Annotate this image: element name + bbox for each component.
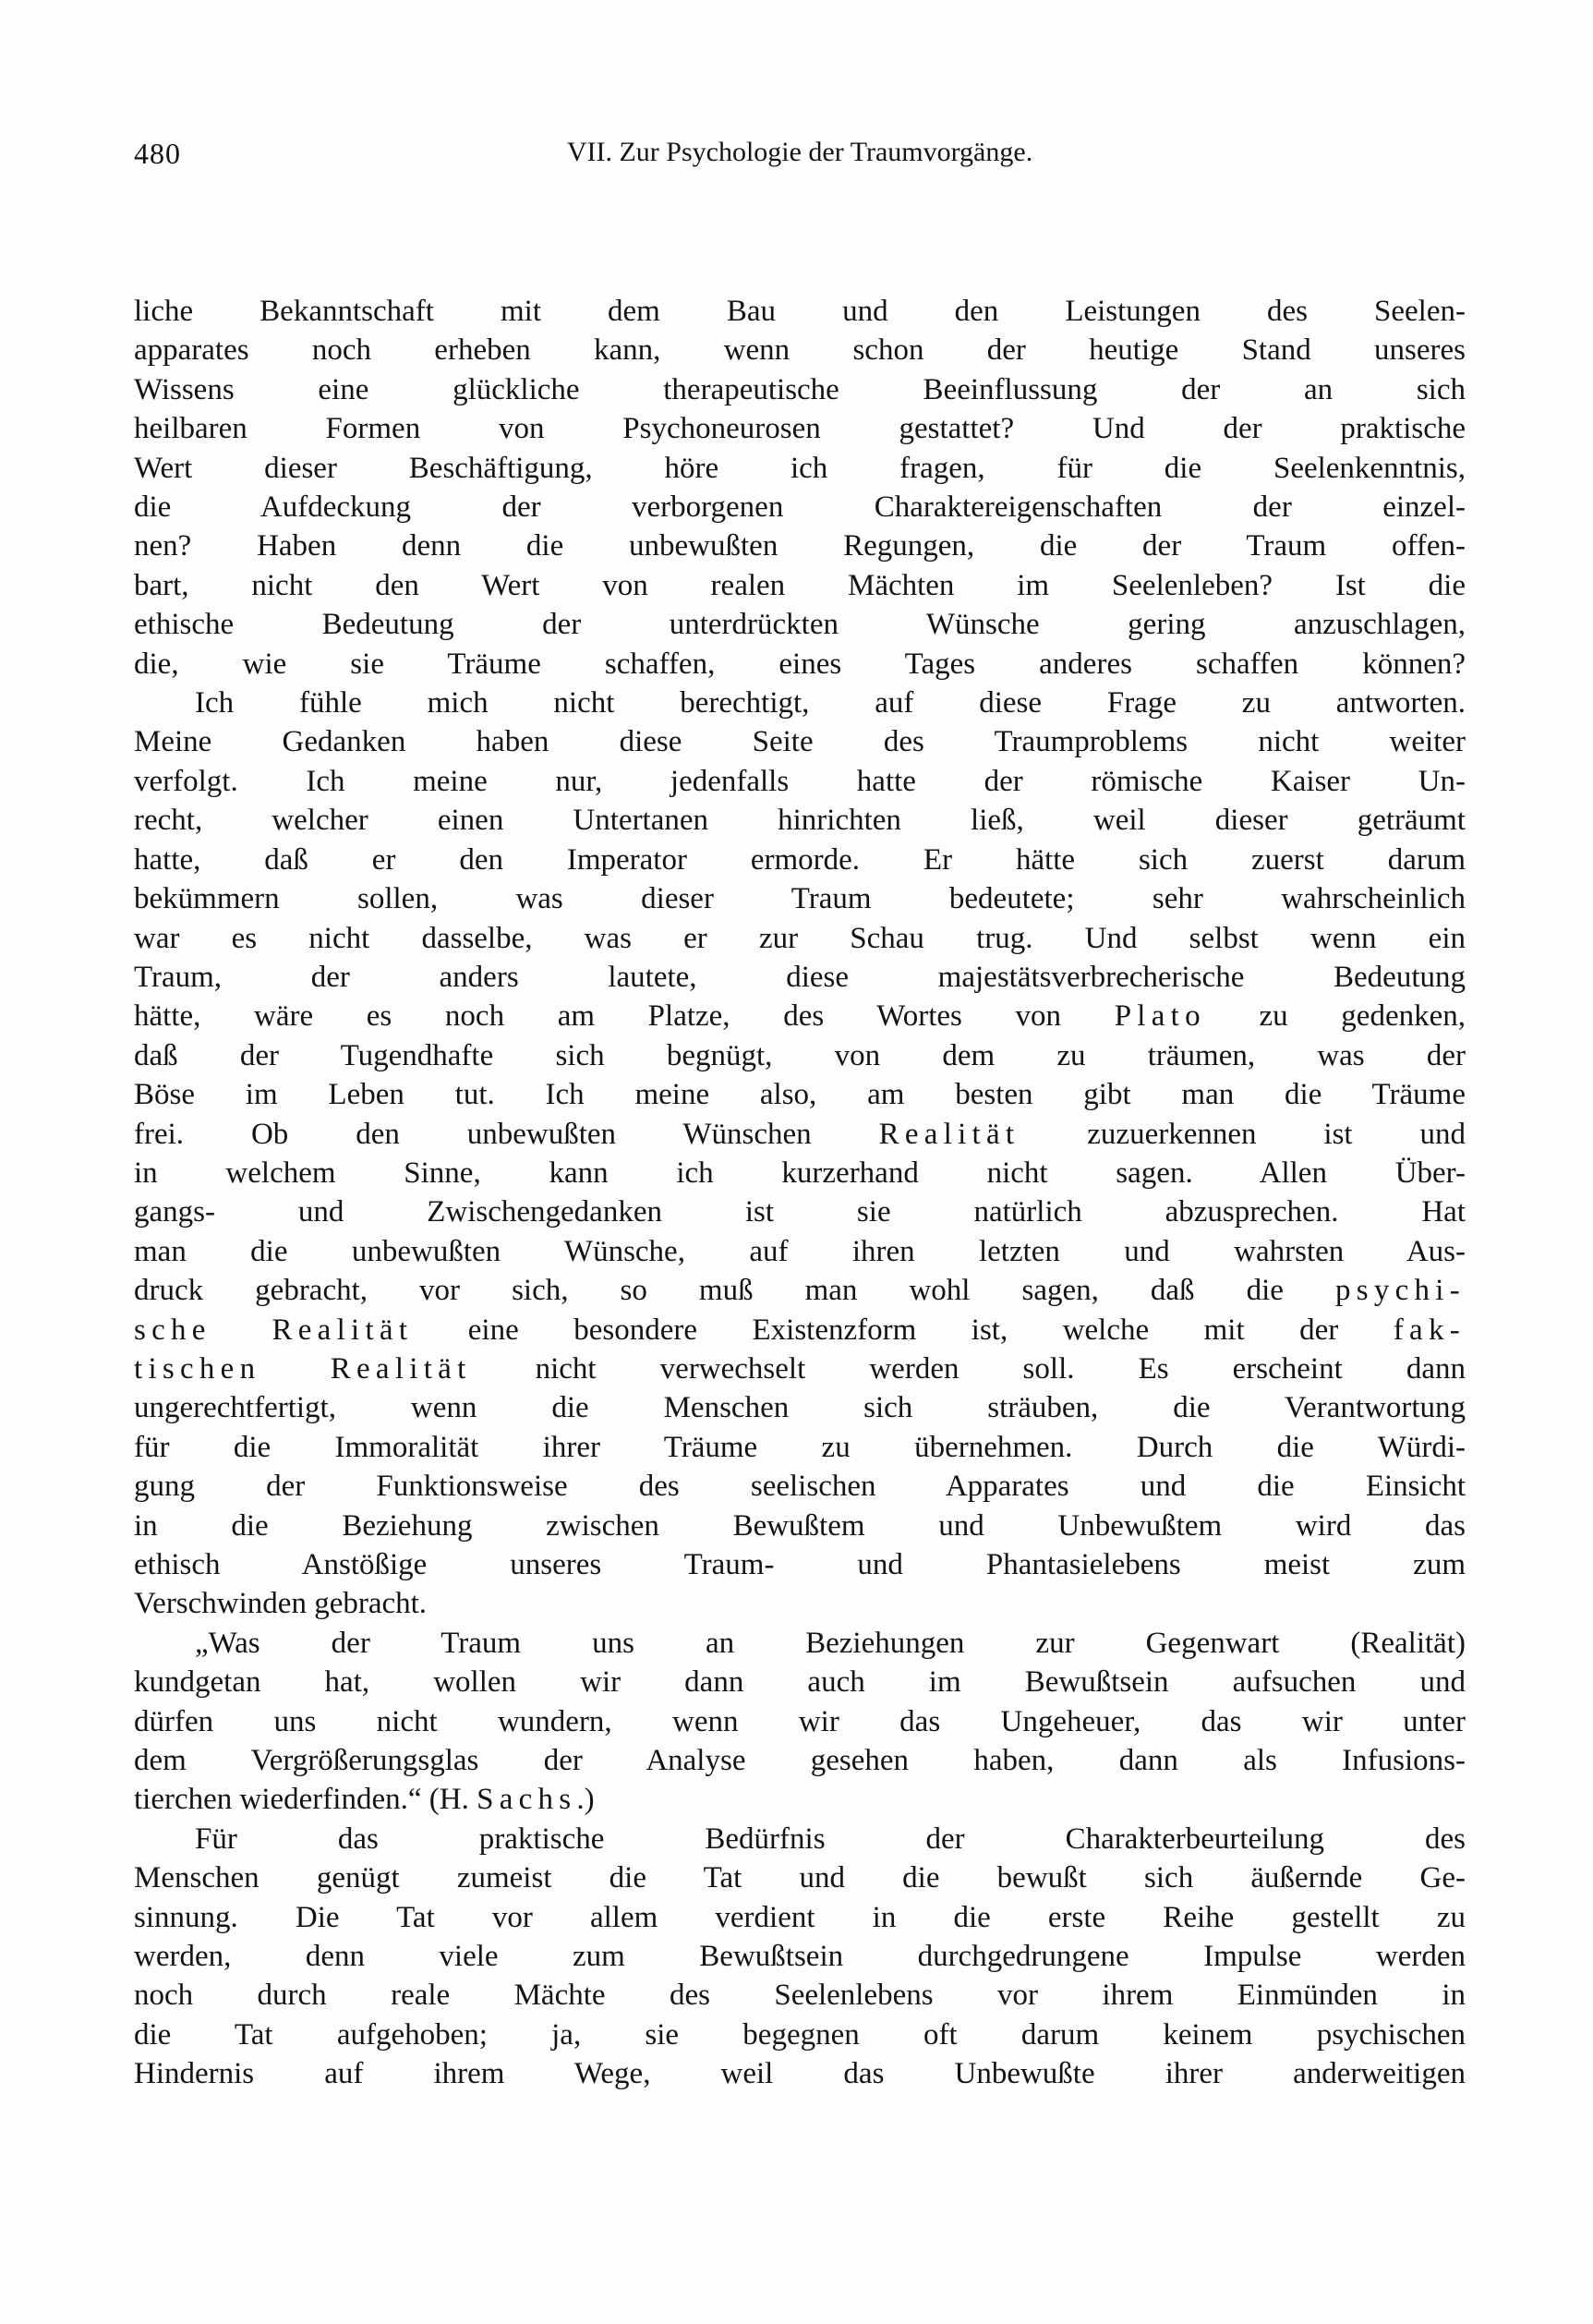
text-segment: ungerechtfertigt, wenn die Menschen sich sträuben, die Verantwortung	[134, 1391, 1466, 1425]
text-line	[134, 645, 1466, 684]
text-line	[134, 409, 1466, 448]
text-segment: Wissens eine glückliche therapeutische Beeinflussung der an sich	[134, 372, 1466, 406]
text-segment: tierchen wiederfinden.“ (H.	[134, 1783, 477, 1817]
text-line	[134, 488, 1466, 527]
text-line	[134, 1624, 1466, 1663]
text-segment: man die unbewußten Wünsche, auf ihren letzten und wahrsten Aus-	[134, 1234, 1466, 1268]
text-line	[134, 801, 1466, 840]
text-segment: ethische Bedeutung der unterdrückten Wünsche gering anzuschlagen,	[134, 608, 1466, 642]
text-segment: die Aufdeckung der verborgenen Charaktereigenschaften der einzel-	[134, 490, 1466, 525]
page-header	[134, 137, 1466, 177]
text-line	[134, 292, 1466, 331]
text-line	[134, 1428, 1466, 1467]
text-segment: apparates noch erheben kann, wenn schon der heutige Stand unseres	[134, 333, 1466, 368]
text-line	[134, 566, 1466, 605]
text-line	[134, 1820, 1466, 1858]
emphasized-text: sche Realität	[134, 1313, 414, 1347]
text-line	[134, 1388, 1466, 1427]
text-segment: gangs- und Zwischengedanken ist sie natürlich abzusprechen. Hat	[134, 1195, 1466, 1229]
text-segment: war es nicht dasselbe, was er zur Schau trug. Und selbst wenn ein	[134, 921, 1466, 955]
text-segment: ethisch Anstößige unseres Traum- und Phantasielebens meist zum	[134, 1548, 1466, 1581]
text-segment: heilbaren Formen von Psychoneurosen gestattet? Und der praktische	[134, 412, 1466, 446]
text-line	[134, 331, 1466, 369]
text-segment: recht, welcher einen Untertanen hinrichten ließ, weil dieser geträumt	[134, 804, 1466, 838]
text-segment: Traum, der anders lautete, diese majestätsverbrecherische Bedeutung	[134, 960, 1466, 994]
text-line	[134, 762, 1466, 801]
text-line	[134, 1350, 1466, 1388]
text-segment: die, wie sie Träume schaffen, eines Tages anderes schaffen können?	[134, 647, 1466, 681]
running-title: VII. Zur Psychologie der Traumvorgänge.	[566, 137, 1033, 167]
text-line	[134, 605, 1466, 644]
text-segment: in welchem Sinne, kann ich kurzerhand nicht sagen. Allen Über-	[134, 1156, 1466, 1190]
text-segment: Für das praktische Bedürfnis der Charakterbeurteilung des	[195, 1822, 1466, 1856]
text-segment: gung der Funktionsweise des seelischen Apparates und die Einsicht	[134, 1470, 1466, 1504]
text-segment: zuzuerkennen ist und	[1020, 1117, 1466, 1151]
text-segment: hatte, daß er den Imperator ermorde. Er hätte sich zuerst darum	[134, 842, 1466, 877]
text-line	[134, 449, 1466, 488]
text-segment: daß der Tugendhafte sich begnügt, von dem zu träumen, was der	[134, 1038, 1466, 1072]
text-line	[134, 1271, 1466, 1310]
text-line	[134, 1115, 1466, 1154]
text-line	[134, 1507, 1466, 1545]
text-line	[134, 1741, 1466, 1780]
text-line	[134, 1467, 1466, 1506]
text-segment: zu gedenken,	[1205, 999, 1466, 1034]
emphasized-text: fak-	[1393, 1313, 1466, 1347]
text-line	[134, 997, 1466, 1035]
text-line	[134, 1192, 1466, 1231]
text-line	[134, 1702, 1466, 1741]
text-segment: dürfen uns nicht wundern, wenn wir das Ungeheuer, das wir unter	[134, 1704, 1466, 1738]
text-segment: bekümmern sollen, was dieser Traum bedeutete; sehr wahrscheinlich	[134, 882, 1466, 916]
text-segment: in die Beziehung zwischen Bewußtem und Unbewußtem wird das	[134, 1508, 1466, 1543]
text-segment: nicht verwechselt werden soll. Es erscheint dann	[471, 1351, 1466, 1386]
text-line	[134, 1780, 1466, 1819]
text-segment: .)	[576, 1783, 595, 1817]
text-segment: eine besondere Existenzform ist, welche mit der	[413, 1313, 1394, 1347]
text-segment: Wert dieser Beschäftigung, höre ich fragen, für die Seelenkenntnis,	[134, 451, 1466, 485]
emphasized-text: Sachs	[477, 1783, 577, 1817]
text-segment: Böse im Leben tut. Ich meine also, am besten gibt man die Träume	[134, 1078, 1466, 1112]
text-segment: Hindernis auf ihrem Wege, weil das Unbewußte ihrer anderweitigen	[134, 2057, 1466, 2091]
text-segment: frei. Ob den unbewußten Wünschen	[134, 1117, 879, 1151]
text-line	[134, 1232, 1466, 1271]
text-line	[134, 1584, 1466, 1623]
text-segment: liche Bekanntschaft mit dem Bau und den Leistungen des Seelen-	[134, 295, 1466, 328]
text-line	[134, 2015, 1466, 2054]
emphasized-text: psychi-	[1334, 1274, 1466, 1308]
text-line	[134, 1858, 1466, 1897]
text-line	[134, 1976, 1466, 2015]
text-segment: nen? Haben denn die unbewußten Regungen, die der Traum offen-	[134, 529, 1466, 563]
text-line	[134, 841, 1466, 879]
text-line	[134, 919, 1466, 958]
text-line	[134, 1154, 1466, 1192]
text-segment: hätte, wäre es noch am Platze, des Wortes von	[134, 999, 1115, 1034]
text-segment: bart, nicht den Wert von realen Mächten im Seelenleben? Ist die	[134, 568, 1466, 602]
text-segment: Meine Gedanken haben diese Seite des Traumproblems nicht weiter	[134, 725, 1466, 759]
text-line	[134, 1075, 1466, 1114]
emphasized-text: tischen Realität	[134, 1351, 472, 1386]
text-segment: noch durch reale Mächte des Seelenlebens vor ihrem Einmünden in	[134, 1979, 1466, 2013]
text-segment: Menschen genügt zumeist die Tat und die bewußt sich äußernde Ge-	[134, 1861, 1466, 1895]
text-line	[134, 1937, 1466, 1976]
text-line	[134, 1311, 1466, 1350]
text-body	[134, 292, 1466, 2094]
text-segment: Verschwinden gebracht.	[134, 1587, 428, 1621]
text-line	[134, 879, 1466, 918]
page-number: 480	[134, 137, 181, 170]
text-line	[134, 1036, 1466, 1075]
text-line	[134, 1663, 1466, 1701]
text-line	[134, 1545, 1466, 1584]
text-segment: sinnung. Die Tat vor allem verdient in die erste Reihe gestellt zu	[134, 1900, 1466, 1934]
text-segment: für die Immoralität ihrer Träume zu übernehmen. Durch die Würdi-	[134, 1430, 1466, 1464]
emphasized-text: Realität	[878, 1117, 1020, 1151]
text-line	[134, 2054, 1466, 2093]
text-segment: Ich fühle mich nicht berechtigt, auf diese Frage zu antworten.	[195, 686, 1466, 720]
text-line	[134, 1898, 1466, 1937]
text-line	[134, 722, 1466, 761]
text-line	[134, 958, 1466, 997]
text-segment: dem Vergrößerungsglas der Analyse gesehen haben, dann als Infusions-	[134, 1744, 1466, 1778]
emphasized-text: Plato	[1114, 999, 1206, 1034]
text-segment: „Was der Traum uns an Beziehungen zur Gegenwart (Realität)	[195, 1626, 1466, 1660]
text-segment: verfolgt. Ich meine nur, jedenfalls hatte der römische Kaiser Un-	[134, 764, 1466, 798]
text-line	[134, 370, 1466, 409]
text-segment: kundgetan hat, wollen wir dann auch im Bewußtsein aufsuchen und	[134, 1665, 1466, 1700]
text-segment: werden, denn viele zum Bewußtsein durchgedrungene Impulse werden	[134, 1940, 1466, 1974]
text-segment: druck gebracht, vor sich, so muß man wohl sagen, daß die	[134, 1274, 1335, 1308]
text-line	[134, 527, 1466, 565]
text-segment: die Tat aufgehoben; ja, sie begegnen oft darum keinem psychischen	[134, 2017, 1466, 2052]
text-line	[134, 684, 1466, 722]
